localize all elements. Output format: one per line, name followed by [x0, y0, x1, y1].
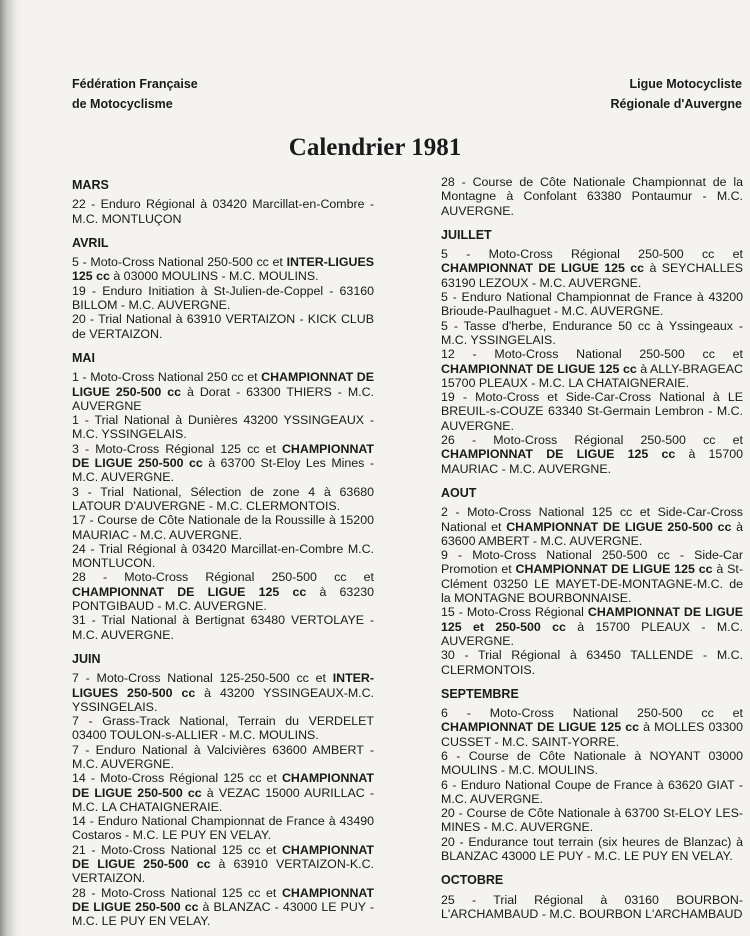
event-text: 28 - Course de Côte Nationale Championnat de la Montagne à Confolant 63380 Pontaumur - M.C. AUVERGNE.: [441, 175, 743, 218]
month-heading: AVRIL: [72, 235, 109, 250]
event-championship-text: CHAMPIONNAT DE LIGUE 125 et 250-500 cc: [441, 605, 743, 634]
event-text: à VEZAC 15000 AURILLAC - M.C. LA CHATAIGNERAIE.: [72, 785, 374, 814]
event-championship-text: CHAMPIONNAT DE LIGUE 125 cc: [72, 584, 307, 599]
event-entry: [441, 319, 743, 348]
event-text: 6 - Moto-Cross National 250-500 cc et: [441, 706, 743, 721]
event-entry: [441, 290, 743, 319]
event-text: 14 - Moto-Cross Régional 125 cc et: [72, 771, 282, 786]
event-entry: [441, 505, 743, 548]
event-entry: [441, 548, 743, 605]
event-entry: [441, 648, 743, 677]
event-text: 5 - Tasse d'herbe, Endurance 50 cc à Yssingeaux - M.C. YSSINGELAIS.: [441, 318, 743, 347]
event-entry: [72, 284, 374, 313]
event-text: 14 - Enduro National Championnat de France à 43490 Costaros - M.C. LE PUY EN VELAY.: [72, 814, 374, 843]
event-text: 1 - Moto-Cross National 250 cc et: [72, 370, 262, 385]
event-text: à 63910 VERTAIZON-K.C. VERTAIZON.: [72, 857, 374, 886]
right-column: [441, 175, 743, 921]
event-championship-text: INTER-LIGUES 250-500 cc: [72, 671, 374, 700]
event-entry: [72, 743, 374, 772]
event-text: 19 - Moto-Cross et Side-Car-Cross National à LE BREUIL-s-COUZE 63340 St-Germain Lembron - M.C. AUVERGNE.: [441, 390, 743, 433]
event-text: 19 - Enduro Initiation à St-Julien-de-Coppel - 63160 BILLOM - M.C. AUVERGNE.: [72, 283, 374, 313]
event-text: à 03000 MOULINS - M.C. MOULINS.: [109, 269, 319, 284]
event-text: 1 - Trial National à Dunières 43200 YSSINGEAUX - M.C. YSSINGELAIS.: [72, 413, 374, 442]
event-text: à 63700 St-Eloy Les Mines - M.C. AUVERGNE.: [72, 456, 374, 485]
event-text: à SEYCHALLES 63190 LEZOUX - M.C. AUVERGNE.: [441, 261, 743, 290]
event-entry: [72, 542, 374, 571]
event-text: 9 - Moto-Cross National 250-500 cc - Side-Car Promotion et: [441, 548, 743, 577]
event-text: à 63600 AMBERT - M.C. AUVERGNE.: [441, 519, 743, 548]
event-text: 22 - Enduro Régional à 03420 Marcillat-en-Combre - M.C. MONTLUÇON: [72, 197, 374, 226]
event-entry: [441, 247, 743, 290]
event-text: 24 - Trial Régional à 03420 Marcillat-en-Combre M.C. MONTLUCON.: [72, 541, 374, 571]
event-text: à 63230 PONTGIBAUD - M.C. AUVERGNE.: [72, 584, 374, 614]
event-championship-text: CHAMPIONNAT DE LIGUE 250-500 cc: [72, 885, 374, 914]
event-entry: [72, 570, 374, 613]
event-championship-text: CHAMPIONNAT DE LIGUE 250-500 cc: [72, 441, 374, 471]
event-text: 5 - Moto-Cross National 250-500 cc et: [72, 255, 287, 270]
event-entry: [72, 613, 374, 642]
event-entry: [441, 893, 743, 922]
event-entry: [72, 886, 374, 929]
event-entry: [441, 175, 743, 218]
left-column: [72, 178, 374, 929]
event-text: à St-Clément 03250 LE MAYET-DE-MONTAGNE-M.C. de la MONTAGNE BOURBONNAISE.: [441, 562, 743, 606]
event-text: 12 - Moto-Cross National 250-500 cc et: [441, 347, 743, 362]
event-entry: [72, 771, 374, 814]
event-text: 30 - Trial Régional à 63450 TALLENDE - M.C. CLERMONTOIS.: [441, 648, 743, 677]
event-entry: [72, 814, 374, 843]
event-entry: [441, 749, 743, 778]
league-line-2: Régionale d'Auvergne: [610, 97, 742, 111]
month-heading: AOUT: [441, 485, 477, 500]
page-title: Calendrier 1981: [288, 134, 462, 161]
event-entry: [72, 442, 374, 485]
event-text: à 43200 YSSINGEAUX-M.C. YSSINGELAIS.: [72, 685, 374, 714]
federation-line-1: Fédération Française: [72, 77, 198, 91]
event-championship-text: CHAMPIONNAT DE LIGUE 250-500 cc: [506, 519, 732, 534]
event-text: 17 - Course de Côte Nationale de la Roussille à 15200 MAURIAC - M.C. AUVERGNE.: [72, 513, 374, 542]
event-text: 2 - Moto-Cross National 125 cc et Side-Car-Cross National et: [441, 505, 743, 534]
event-entry: [441, 778, 743, 807]
event-entry: [72, 312, 374, 341]
event-entry: [441, 390, 743, 433]
event-text: 20 - Trial National à 63910 VERTAIZON - KICK CLUB de VERTAIZON.: [72, 312, 374, 341]
event-text: 25 - Trial Régional à 03160 BOURBON-L'ARCHAMBAUD - M.C. BOURBON L'ARCHAMBAUD: [441, 892, 743, 921]
event-text: 7 - Moto-Cross National 125-250-500 cc et: [72, 671, 333, 686]
event-entry: [441, 347, 743, 390]
month-heading: MARS: [72, 178, 109, 192]
event-championship-text: INTER-LIGUES 125 cc: [72, 255, 374, 284]
event-text: 20 - Course de Côte Nationale à 63700 St-ELOY LES-MINES - M.C. AUVERGNE.: [441, 806, 743, 835]
event-text: 28 - Moto-Cross Régional 250-500 cc et: [72, 570, 374, 585]
event-text: 7 - Grass-Track National, Terrain du VERDELET 03400 TOULON-s-ALLIER - M.C. MOULINS.: [72, 714, 374, 743]
event-championship-text: CHAMPIONNAT DE LIGUE 125 cc: [515, 562, 713, 577]
event-text: 3 - Moto-Cross Régional 125 cc et: [72, 441, 282, 456]
event-text: 3 - Trial National, Sélection de zone 4 à 63680 LATOUR D'AUVERGNE - M.C. CLERMONTOIS.: [72, 484, 374, 513]
month-heading: JUIN: [72, 651, 101, 666]
event-text: 31 - Trial National à Bertignat 63480 VERTOLAYE - M.C. AUVERGNE.: [72, 613, 374, 642]
event-entry: [72, 714, 374, 743]
event-text: 26 - Moto-Cross Régional 250-500 cc et: [441, 433, 743, 448]
league-line-1: Ligue Motocycliste: [629, 77, 742, 91]
event-entry: [441, 806, 743, 835]
event-entry: [441, 433, 743, 476]
event-text: 5 - Moto-Cross Régional 250-500 cc et: [441, 247, 743, 262]
event-championship-text: CHAMPIONNAT DE LIGUE 125 cc: [441, 720, 640, 735]
event-entry: [72, 197, 374, 226]
event-entry: [72, 671, 374, 714]
event-championship-text: CHAMPIONNAT DE LIGUE 250-500 cc: [72, 771, 374, 800]
event-championship-text: CHAMPIONNAT DE LIGUE 250-500 cc: [72, 370, 374, 399]
federation-line-2: de Motocyclisme: [72, 97, 173, 111]
event-text: 6 - Course de Côte Nationale à NOYANT 03000 MOULINS - M.C. MOULINS.: [441, 748, 743, 778]
month-heading: OCTOBRE: [441, 873, 504, 888]
event-championship-text: CHAMPIONNAT DE LIGUE 250-500 cc: [72, 842, 374, 872]
event-entry: [72, 370, 374, 413]
federation-header: [72, 74, 198, 114]
event-entry: [72, 843, 374, 886]
event-text: à ALLY-BRAGEAC 15700 PLEAUX - M.C. LA CHATAIGNERAIE.: [441, 361, 744, 390]
month-heading: MAI: [72, 350, 95, 365]
event-championship-text: CHAMPIONNAT DE LIGUE 125 cc: [441, 447, 676, 462]
event-entry: [72, 485, 374, 514]
month-heading: JUILLET: [441, 227, 492, 242]
event-entry: [72, 255, 374, 284]
event-championship-text: CHAMPIONNAT DE LIGUE 125 cc: [441, 261, 645, 276]
event-text: 20 - Endurance tout terrain (six heures de Blanzac) à BLANZAC 43000 LE PUY - M.C. LE PUY EN VELAY.: [441, 834, 743, 864]
event-entry: [72, 513, 374, 542]
event-text: 21 - Moto-Cross National 125 cc et: [72, 842, 282, 857]
event-entry: [72, 413, 374, 442]
event-entry: [441, 605, 743, 648]
event-text: 28 - Moto-Cross National 125 cc et: [72, 885, 282, 900]
event-text: à BLANZAC - 43000 LE PUY - M.C. LE PUY EN VELAY.: [72, 899, 374, 929]
event-text: à Dorat - 63300 THIERS - M.C. AUVERGNE: [72, 384, 374, 413]
event-text: 15 - Moto-Cross Régional: [441, 605, 588, 620]
event-championship-text: CHAMPIONNAT DE LIGUE 125 cc: [441, 361, 637, 376]
event-text: à 15700 MAURIAC - M.C. AUVERGNE.: [441, 447, 743, 476]
event-text: 6 - Enduro National Coupe de France à 63620 GIAT - M.C. AUVERGNE.: [441, 777, 743, 806]
month-heading: SEPTEMBRE: [441, 686, 519, 701]
event-text: 5 - Enduro National Championnat de France à 43200 Brioude-Paulhaguet - M.C. AUVERGNE.: [441, 290, 743, 319]
league-header: [611, 74, 742, 114]
event-text: à 15700 PLEAUX - M.C. AUVERGNE.: [441, 619, 743, 648]
event-text: à MOLLES 03300 CUSSET - M.C. SAINT-YORRE.: [441, 720, 743, 749]
event-entry: [441, 835, 743, 864]
event-text: 7 - Enduro National à Valcivières 63600 AMBERT - M.C. AUVERGNE.: [72, 742, 374, 771]
event-entry: [441, 706, 743, 749]
